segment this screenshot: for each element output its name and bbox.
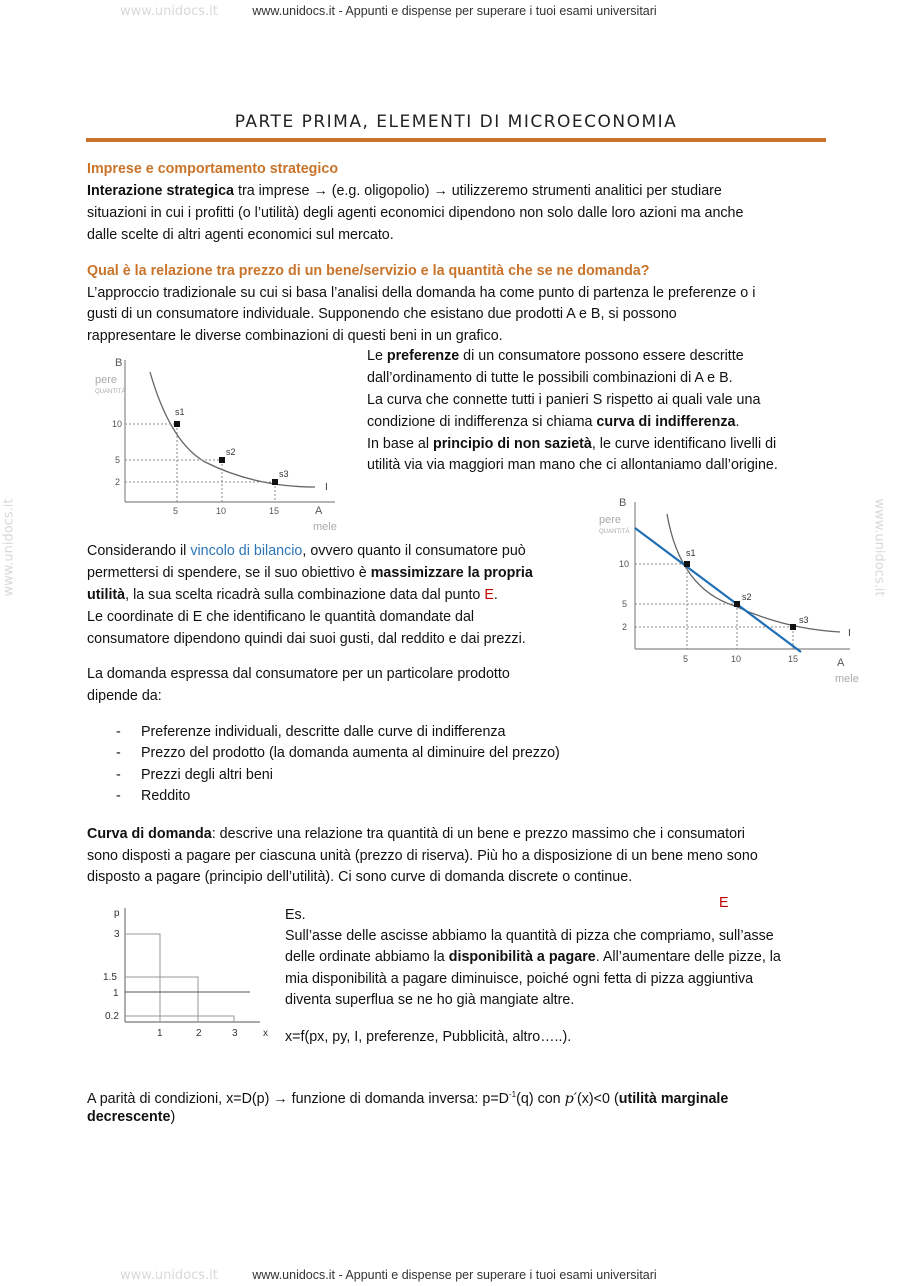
paragraph-line: situazioni in cui i profitti (o l’utilità) degli agenti economici dipendono non solo dalle loro azioni ma anche xyxy=(87,205,744,221)
budget-line xyxy=(635,528,801,652)
svg-text:1: 1 xyxy=(157,1028,163,1039)
point-label: s3 xyxy=(279,469,289,479)
paragraph-line: utilità, la sua scelta ricadrà sulla combinazione data dal punto E. xyxy=(87,587,498,603)
page-title: PARTE PRIMA, ELEMENTI DI MICROECONOMIA xyxy=(234,112,678,132)
quantity-label: QUANTITÀ xyxy=(95,389,126,395)
paragraph-line: Considerando il vincolo di bilancio, ovvero quanto il consumatore può xyxy=(87,543,526,559)
y-tick: 5 xyxy=(115,455,121,465)
svg-text:0.2: 0.2 xyxy=(105,1011,119,1022)
svg-text:1: 1 xyxy=(113,988,119,999)
title-rule xyxy=(86,138,826,142)
section-heading: Imprese e comportamento strategico xyxy=(87,161,339,177)
paragraph-line: Es. xyxy=(285,907,306,923)
svg-text:3: 3 xyxy=(114,929,120,940)
x-tick: 15 xyxy=(269,506,280,516)
svg-text:mele: mele xyxy=(835,673,859,685)
curve-label: I xyxy=(325,482,328,493)
svg-text:10: 10 xyxy=(731,654,742,664)
svg-text:s2: s2 xyxy=(742,592,752,602)
point-label: s1 xyxy=(175,407,185,417)
indifference-curve-graph xyxy=(95,352,357,534)
x-axis-label: A xyxy=(315,505,323,517)
svg-text:15: 15 xyxy=(788,654,799,664)
y-tick: 10 xyxy=(112,419,123,429)
svg-text:2: 2 xyxy=(196,1028,202,1039)
demand-step-graph xyxy=(100,900,280,1045)
point-e-label: E xyxy=(719,895,729,911)
svg-text:I: I xyxy=(848,628,851,639)
paragraph-line: In base al principio di non sazietà, le curve identificano livelli di xyxy=(367,436,777,452)
x-tick: 5 xyxy=(173,506,179,516)
page-footer: www.unidocs.it - Appunti e dispense per superare i tuoi esami universitari xyxy=(252,1268,657,1282)
svg-text:10: 10 xyxy=(619,559,630,569)
paragraph-line: La curva che connette tutti i panieri S rispetto ai quali vale una xyxy=(367,392,761,408)
paragraph-line: gusti di un consumatore individuale. Supponendo che esistano due prodotti A e B, si possono xyxy=(87,306,677,322)
paragraph-line: A parità di condizioni, x=D(p) → funzione di domanda inversa: $p=D^{-1}(q)$ con p′(x)<0 (utilità marginale xyxy=(87,1090,729,1107)
paragraph-line: dalle scelte di altri agenti economici sul mercato. xyxy=(87,227,394,243)
paragraph-line: decrescente) xyxy=(87,1109,176,1125)
formula: x=f(px, py, I, preferenze, Pubblicità, altro…..). xyxy=(285,1029,572,1045)
paragraph-line: utilità via via maggiori man mano che ci allontaniamo dall’origine. xyxy=(367,457,778,473)
paragraph-line: permettersi di spendere, se il suo obiettivo è massimizzare la propria xyxy=(87,565,533,581)
x-axis-unit: mele xyxy=(313,521,337,533)
svg-text:pere: pere xyxy=(599,514,622,526)
svg-text:1.5: 1.5 xyxy=(103,972,117,983)
paragraph-line: rappresentare le diverse combinazioni di questi beni in un grafico. xyxy=(87,328,503,344)
section-heading: Qual è la relazione tra prezzo di un bene/servizio e la quantità che se ne domanda? xyxy=(87,263,650,279)
paragraph-line: Le coordinate di E che identificano le quantità domandate dal xyxy=(87,609,475,625)
paragraph-line: Curva di domanda: descrive una relazione tra quantità di un bene e prezzo massimo che i consumatori xyxy=(87,826,745,842)
svg-text:QUANTITÀ: QUANTITÀ xyxy=(599,529,630,535)
paragraph-line: consumatore dipendono quindi dai suoi gusti, dal reddito e dai prezzi. xyxy=(87,631,526,647)
paragraph-line: condizione di indifferenza si chiama curva di indifferenza. xyxy=(367,414,740,430)
svg-text:p: p xyxy=(114,908,120,919)
svg-text:B: B xyxy=(619,497,627,509)
paragraph-line: mia disponibilità a pagare diminuisce, poiché ogni fetta di pizza aggiuntiva xyxy=(285,971,754,987)
svg-text:2: 2 xyxy=(622,622,628,632)
paragraph-line: Interazione strategica tra imprese → (e.g. oligopolio) → utilizzeremo strumenti analitici per studiare xyxy=(87,183,722,199)
paragraph-line: delle ordinate abbiamo la disponibilità a pagare. All’aumentare delle pizze, la xyxy=(285,949,781,965)
point-label: s2 xyxy=(226,447,236,457)
paragraph-line: dipende da: xyxy=(87,688,162,704)
paragraph-line: disposto a pagare (principio dell’utilità). Ci sono curve di domanda discrete o continue. xyxy=(87,869,633,885)
paragraph-line: Le preferenze di un consumatore possono essere descritte xyxy=(367,348,744,364)
watermark: www.unidocs.it xyxy=(120,4,218,19)
y-axis-unit: pere xyxy=(95,374,118,386)
svg-text:s3: s3 xyxy=(799,615,809,625)
paragraph-line: diventa superflua se ne ho già mangiate altre. xyxy=(285,992,575,1008)
watermark: www.unidocs.it xyxy=(871,498,887,597)
svg-text:x: x xyxy=(263,1028,268,1039)
svg-text:A: A xyxy=(837,657,845,669)
svg-text:5: 5 xyxy=(683,654,689,664)
y-tick: 2 xyxy=(115,477,121,487)
x-tick: 10 xyxy=(216,506,227,516)
watermark: www.unidocs.it xyxy=(120,1268,218,1283)
paragraph-line: sono disposti a pagare per ciascuna unità (prezzo di riserva). Più ho a disposizione di un bene meno sono xyxy=(87,848,758,864)
page-header: www.unidocs.it - Appunti e dispense per superare i tuoi esami universitari xyxy=(252,4,657,18)
svg-text:s1: s1 xyxy=(686,548,696,558)
watermark: www.unidocs.it xyxy=(1,498,17,597)
paragraph-line: L’approccio tradizionale su cui si basa l’analisi della domanda ha come punto di partenza le preferenze o i xyxy=(87,285,756,301)
y-axis-label: B xyxy=(115,357,123,369)
paragraph-line: dall’ordinamento di tutte le possibili combinazioni di A e B. xyxy=(367,370,733,386)
budget-constraint-graph xyxy=(595,494,875,690)
paragraph-line: La domanda espressa dal consumatore per un particolare prodotto xyxy=(87,666,510,682)
paragraph-line: Sull’asse delle ascisse abbiamo la quantità di pizza che compriamo, sull’asse xyxy=(285,928,774,944)
svg-text:3: 3 xyxy=(232,1028,238,1039)
svg-text:5: 5 xyxy=(622,599,628,609)
